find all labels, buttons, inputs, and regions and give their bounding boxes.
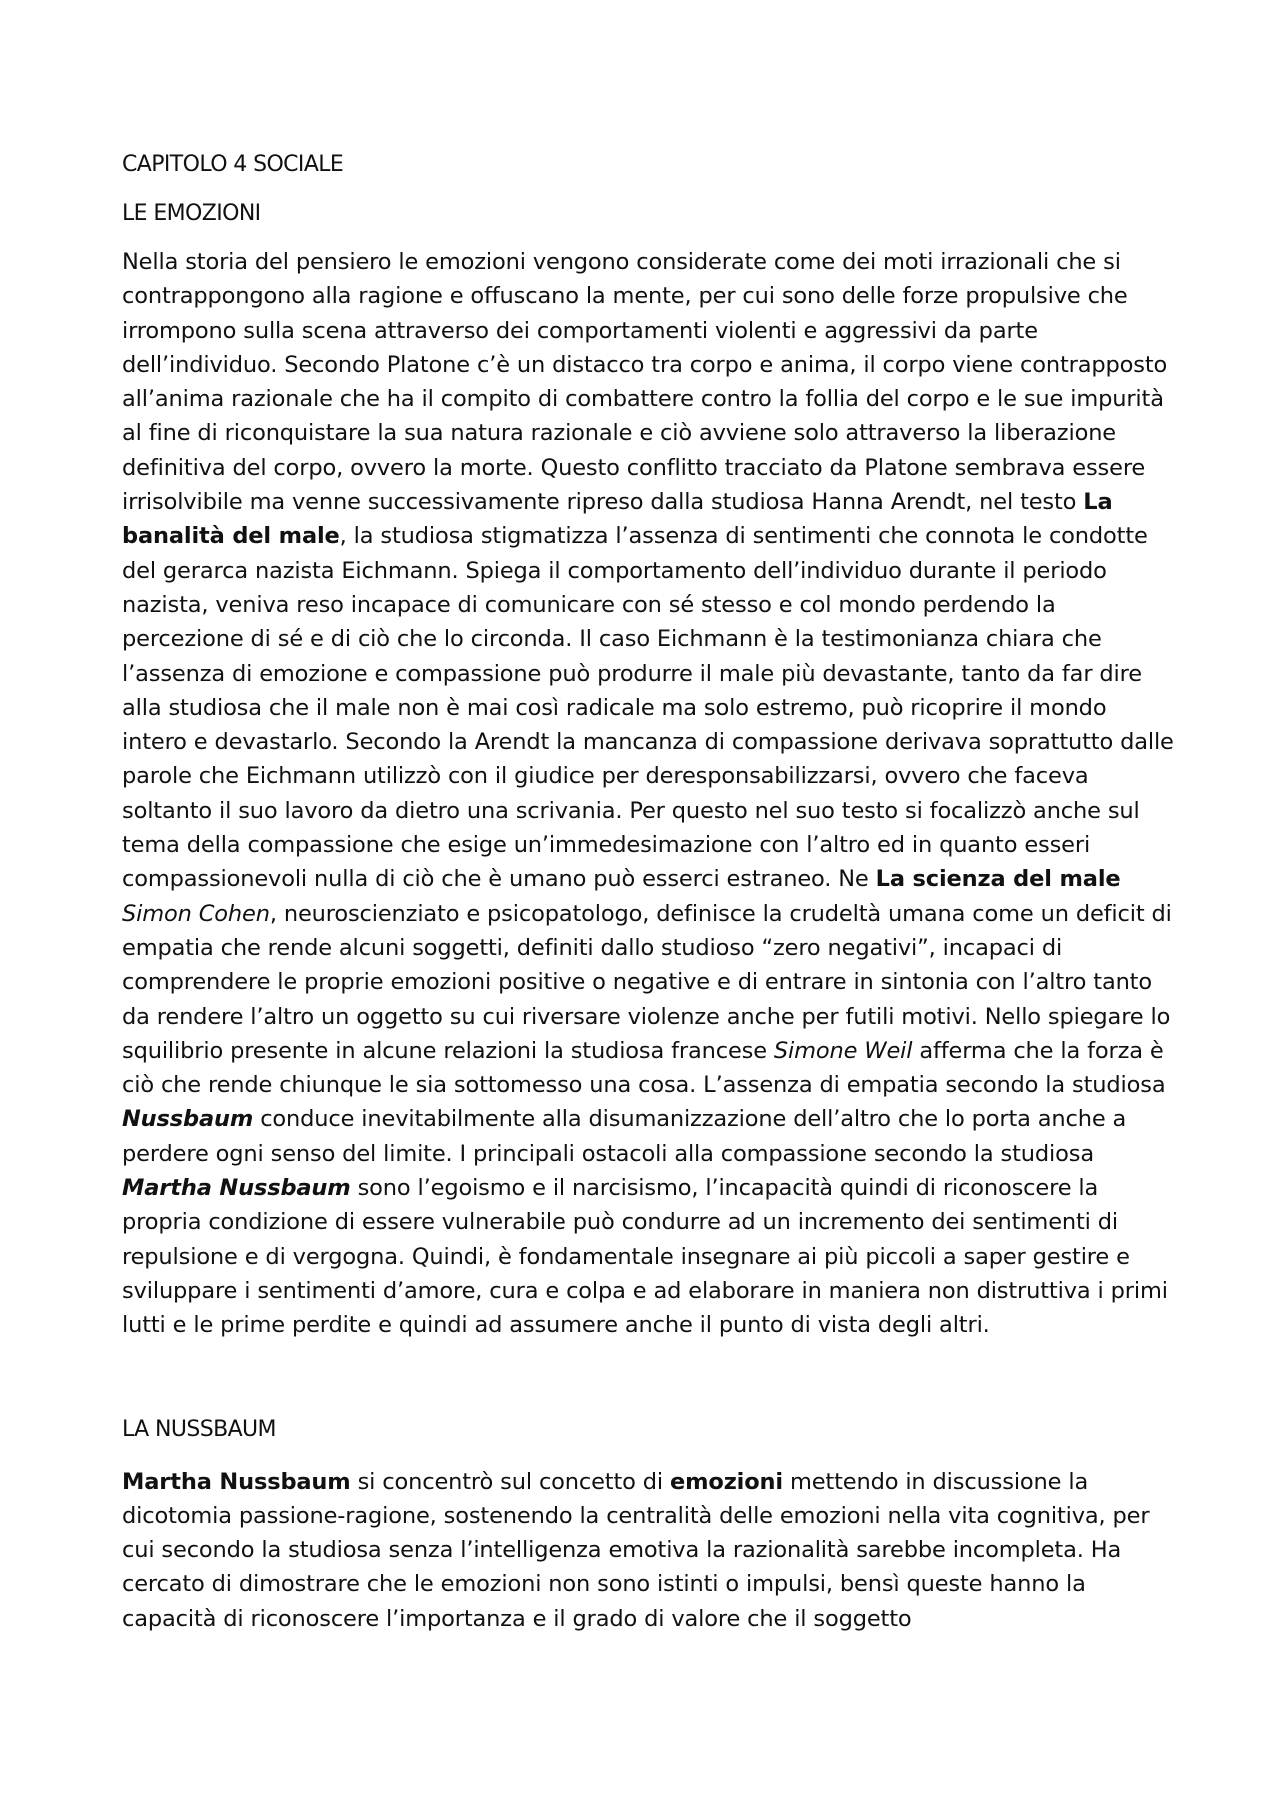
book-title-scienza: La scienza del male xyxy=(875,866,1121,893)
text-run: si concentrò sul concetto di xyxy=(350,1468,670,1495)
author-martha-nussbaum: Martha Nussbaum xyxy=(122,1175,351,1202)
text-run: afferma che la forza è ciò che rende chiunque le sia sottomesso una cosa. L’assenza di empatia secondo la studiosa xyxy=(122,1037,1166,1099)
book-title-banalita: La banalità del male xyxy=(122,489,1113,550)
text-run: , neuroscienziato e psicopatologo, definisce la crudeltà umana come un deficit di empatia che rende alcuni soggetti, definiti dallo studioso “zero negativi”, incapaci di comprendere le proprie emozioni positive o negative e di entrare in sintonia con l’altro tanto da rendere l’altro un oggetto su cui riversare violenze anche per futili motivi. Nello spiegare lo squilibrio presente in alcune relazioni la studiosa francese xyxy=(122,900,1172,1064)
paragraph-emozioni xyxy=(122,245,1174,1343)
text-run: , la studiosa stigmatizza l’assenza di sentimenti che connota le condotte del gerarca nazista Eichmann. Spiega il comportamento dell’individuo durante il periodo nazista, veniva reso incapace di comunicare con sé stesso e col mondo perdendo la percezione di sé e di ciò che lo circonda. Il caso Eichmann è la testimonianza chiara che l’assenza di emozione e compassione può produrre il male più devastante, tanto da far dire alla studiosa che il male non è mai così radicale ma solo estremo, può ricoprire il mondo intero e devastarlo. Secondo la Arendt la mancanza di compassione derivava soprattutto dalle parole che Eichmann utilizzò con il giudice per deresponsabilizzarsi, ovvero che faceva soltanto il suo lavoro da dietro una scrivania. Per questo nel suo testo si focalizzò anche sul tema della compassione che esige un’immedesimazione con l’altro ed in quanto esseri compassionevoli nulla di ciò che è umano può esserci estraneo. Ne xyxy=(122,523,1174,893)
chapter-title: CAPITOLO 4 SOCIALE xyxy=(122,152,344,177)
document-page xyxy=(122,150,1174,1636)
text-run: sono l’egoismo e il narcisismo, l’incapacità quindi di riconoscere la propria condizione di essere vulnerabile può condurre ad un incremento dei sentimenti di repulsione e di vergogna. Quindi, è fondamentale insegnare ai più piccoli a saper gestire e sviluppare i sentimenti d’amore, cura e colpa e ad elaborare in maniera non distruttiva i primi lutti e le prime perdite e quindi ad assumere anche il punto di vista degli altri. xyxy=(122,1175,1168,1339)
text-run: conduce inevitabilmente alla disumanizzazione dell’altro che lo porta anche a perdere ogni senso del limite. I principali ostacoli alla compassione secondo la studiosa xyxy=(122,1106,1127,1167)
author-weil: Simone Weil xyxy=(773,1037,913,1064)
nussbaum-section-title: LA NUSSBAUM xyxy=(122,1416,276,1442)
author-cohen: Simon Cohen xyxy=(122,900,270,927)
author-nussbaum: Nussbaum xyxy=(122,1106,254,1133)
name-martha-nussbaum: Martha Nussbaum xyxy=(122,1468,351,1495)
text-run: mettendo in discussione la dicotomia passione-ragione, sostenendo la centralità delle emozioni nella vita cognitiva, per cui secondo la studiosa senza l’intelligenza emotiva la razionalità sarebbe incompleta. Ha cercato di dimostrare che le emozioni non sono istinti o impulsi, bensì queste hanno la capacità di riconoscere l’importanza e il grado di valore che il soggetto xyxy=(122,1468,1150,1632)
paragraph-nussbaum xyxy=(122,1465,1174,1636)
section-title: LE EMOZIONI xyxy=(122,201,261,226)
text-run: Nella storia del pensiero le emozioni vengono considerate come dei moti irrazionali che si contrappongono alla ragione e offuscano la mente, per cui sono delle forze propulsive che irrompono sulla scena attraverso dei comportamenti violenti e aggressivi da parte dell’individuo. Secondo Platone c’è un distacco tra corpo e anima, il corpo viene contrapposto all’anima razionale che ha il compito di combattere contro la follia del corpo e le sue impurità al fine di riconquistare la sua natura razionale e ciò avviene solo attraverso la liberazione definitiva del corpo, ovvero la morte. Questo conflitto tracciato da Platone sembrava essere irrisolvibile ma venne successivamente ripreso dalla studiosa Hanna Arendt, nel testo xyxy=(122,249,1168,516)
term-emozioni: emozioni xyxy=(670,1468,783,1495)
